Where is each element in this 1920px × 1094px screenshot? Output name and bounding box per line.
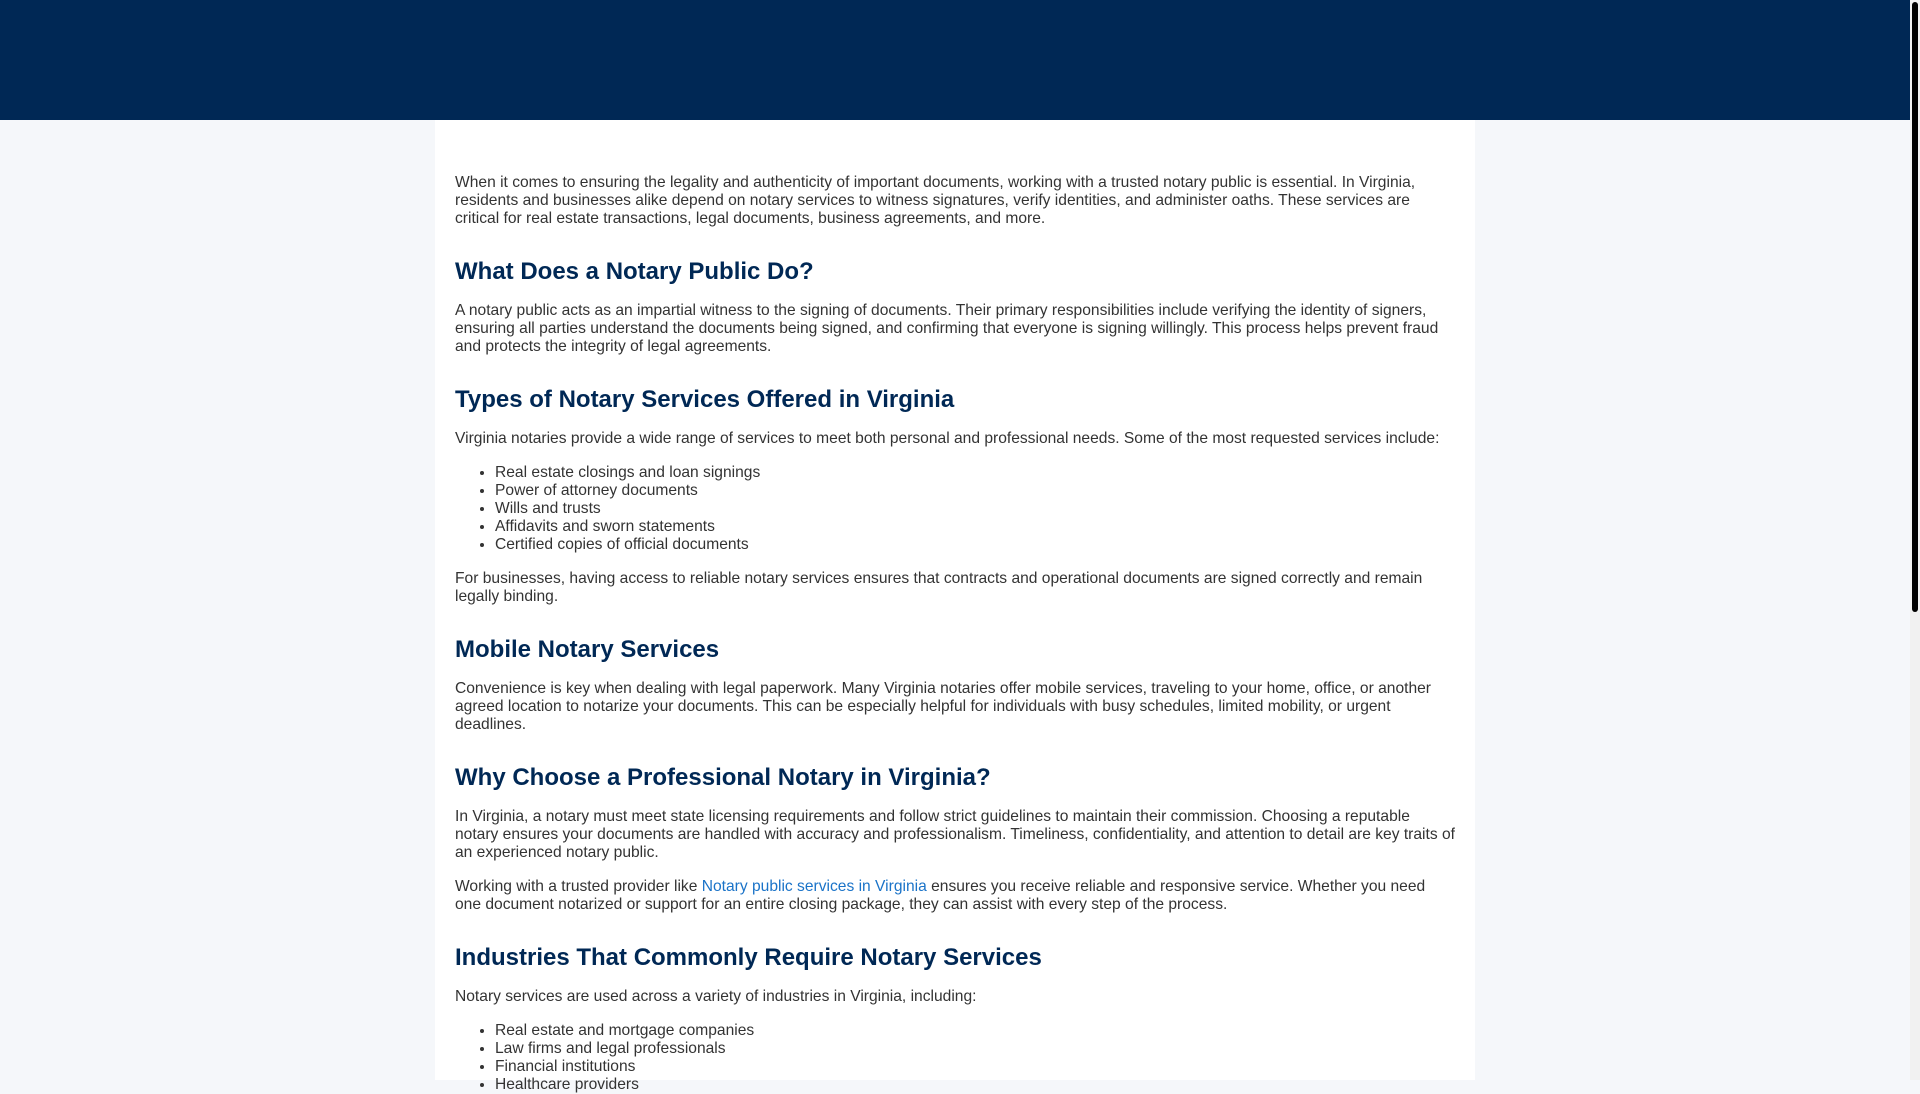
list-item: • Financial institutions <box>495 1058 1455 1076</box>
heading-why-choose: Why Choose a Professional Notary in Virginia? <box>455 764 991 791</box>
heading-mobile-notary: Mobile Notary Services <box>455 636 720 663</box>
heading-what-notary-does: What Does a Notary Public Do? <box>455 258 814 285</box>
paragraph-trusted-provider <box>455 878 1455 914</box>
paragraph-mobile-notary: Convenience is key when dealing with legal paperwork. Many Virginia notaries offer mobile services, traveling to your home, office, or another agreed location to notarize your documents. This can be especially helpful for individuals with busy schedules, limited mobility, or urgent deadlines. <box>455 680 1431 733</box>
paragraph-text: Working with a trusted provider like <box>455 878 702 895</box>
paragraph-notary-role: A notary public acts as an impartial witness to the signing of documents. Their primary responsibilities include verifying the identity of signers, ensuring all parties understand the documents being signed, and confirming that everyone is signing willingly. This process helps prevent fraud and protects the integrity of legal agreements. <box>455 302 1439 355</box>
site-header <box>0 0 1910 120</box>
paragraph-text: ensures you receive reliable and responsive service. Whether you need one document notarized or support for an entire closing package, they can assist with every step of the process. <box>455 878 1426 913</box>
list-item: • Real estate and mortgage companies <box>495 1022 1455 1040</box>
list-item: • Real estate closings and loan signings <box>495 464 1455 482</box>
paragraph-businesses: For businesses, having access to reliable notary services ensures that contracts and operational documents are signed correctly and remain legally binding. <box>455 570 1423 605</box>
notary-services-link[interactable]: Notary public services in Virginia <box>701 878 927 895</box>
list-item: • Healthcare providers <box>495 1076 1455 1094</box>
services-list <box>455 464 1455 554</box>
list-item: • Affidavits and sworn statements <box>495 518 1455 536</box>
heading-types-of-services: Types of Notary Services Offered in Virginia <box>455 386 955 413</box>
list-item: • Law firms and legal professionals <box>495 1040 1455 1058</box>
list-item: • Certified copies of official documents <box>495 536 1455 554</box>
article-content <box>435 120 1475 1093</box>
list-item: • Wills and trusts <box>495 500 1455 518</box>
paragraph-industries-intro: Notary services are used across a variety of industries in Virginia, including: <box>455 988 977 1005</box>
paragraph-licensing: In Virginia, a notary must meet state licensing requirements and follow strict guidelines to maintain their commission. Choosing a reputable notary ensures your documents are handled with accuracy and professionalism. Timeliness, confidentiality, and attention to detail are key traits of an experienced notary public. <box>455 808 1455 861</box>
list-item: • Power of attorney documents <box>495 482 1455 500</box>
paragraph-services-intro: Virginia notaries provide a wide range of services to meet both personal and professional needs. Some of the most requested services include: <box>455 430 1440 447</box>
heading-industries: Industries That Commonly Require Notary Services <box>455 944 1042 971</box>
industries-list <box>455 1022 1455 1094</box>
intro-paragraph: When it comes to ensuring the legality and authenticity of important documents, working with a trusted notary public is essential. In Virginia, residents and businesses alike depend on notary services to witness signatures, verify identities, and administer oaths. These services are critical for real estate transactions, legal documents, business agreements, and more. <box>455 174 1416 227</box>
scrollbar-thumb[interactable] <box>1912 2 1918 612</box>
